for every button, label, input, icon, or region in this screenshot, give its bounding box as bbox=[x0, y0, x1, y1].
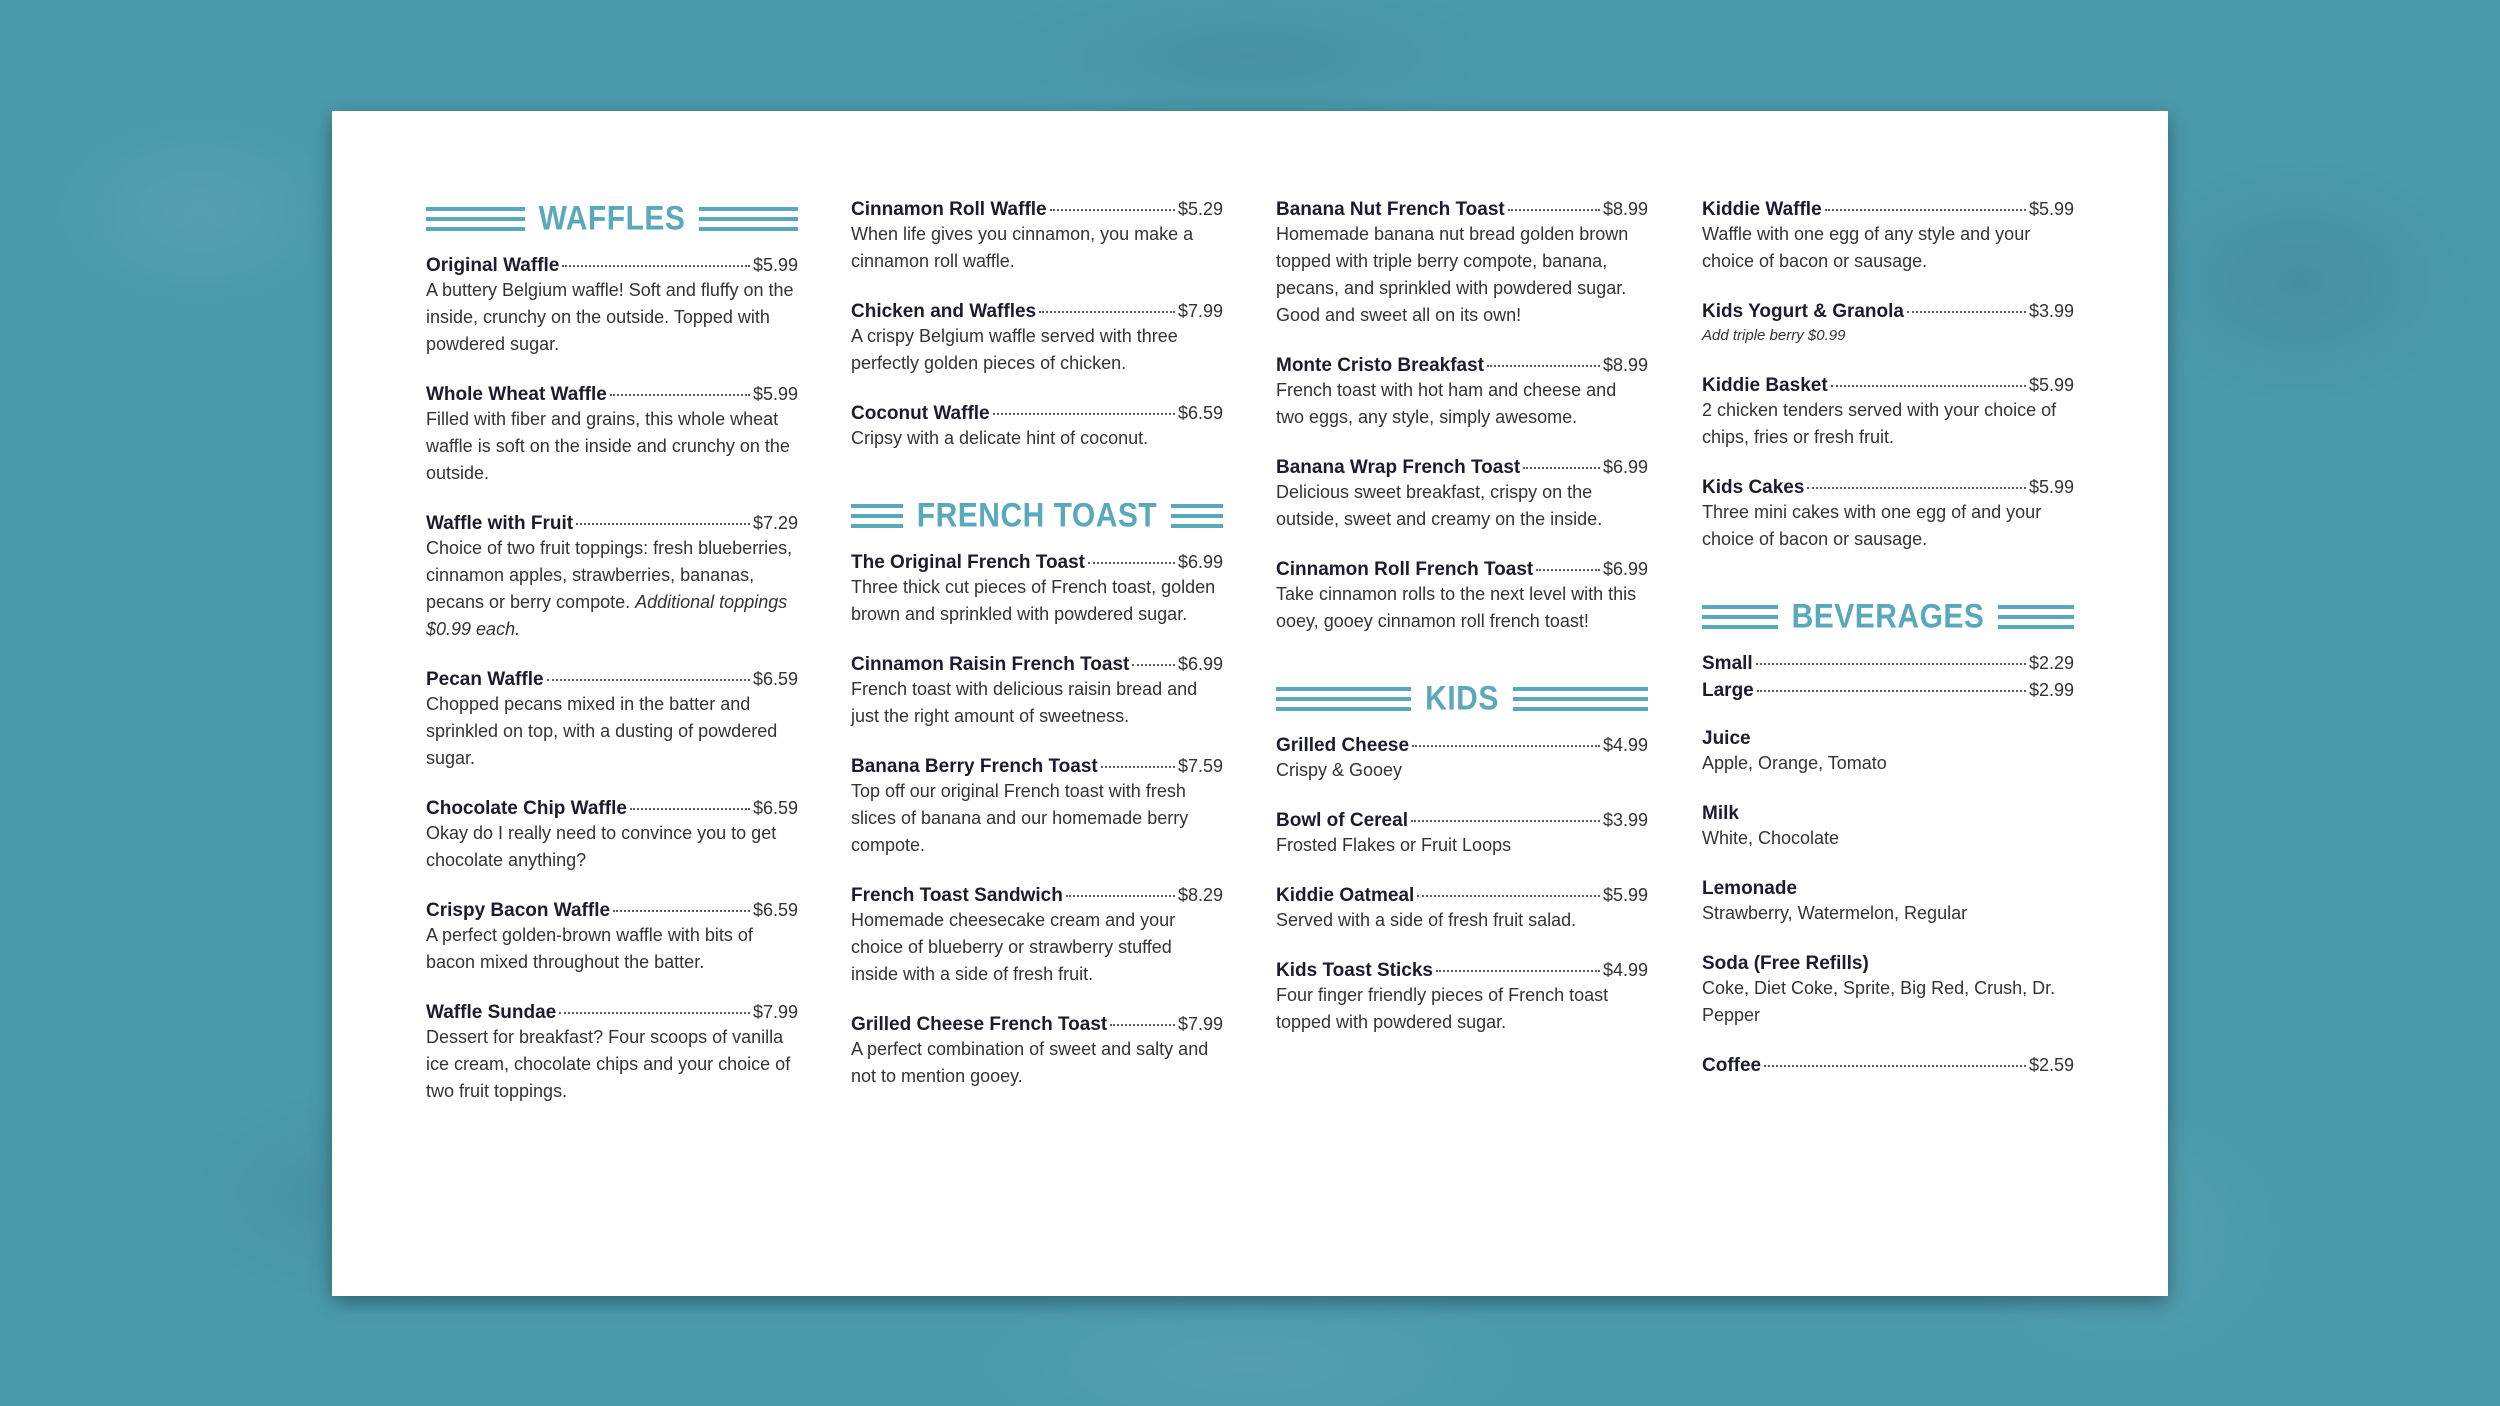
item-price: $6.59 bbox=[752, 900, 798, 920]
dot-leader bbox=[1417, 895, 1600, 897]
item-price: $2.29 bbox=[2028, 653, 2074, 673]
menu-item bbox=[851, 654, 1223, 730]
menu-item bbox=[426, 384, 798, 487]
item-price: $8.29 bbox=[1177, 885, 1223, 905]
item-name: Whole Wheat Waffle bbox=[426, 384, 607, 405]
item-price: $7.99 bbox=[752, 1002, 798, 1022]
item-name: Juice bbox=[1702, 728, 1751, 749]
menu-item bbox=[426, 513, 798, 643]
item-description: Take cinnamon rolls to the next level with this ooey, gooey cinnamon roll french toast! bbox=[1276, 584, 1637, 631]
item-description: French toast with hot ham and cheese and two eggs, any style, simply awesome. bbox=[1276, 380, 1617, 427]
dot-leader bbox=[1907, 311, 2026, 313]
item-price: $5.99 bbox=[752, 384, 798, 404]
header-stripes-right bbox=[699, 207, 798, 231]
item-name: Small bbox=[1702, 653, 1753, 674]
item-description bbox=[426, 535, 798, 643]
menu-item bbox=[1276, 199, 1648, 329]
item-price: $5.99 bbox=[752, 255, 798, 275]
menu-item bbox=[851, 1014, 1223, 1090]
menu-item bbox=[1702, 375, 2074, 451]
dot-leader bbox=[1831, 385, 2026, 387]
dot-leader bbox=[1066, 895, 1175, 897]
menu-sheet bbox=[332, 111, 2168, 1296]
dot-leader bbox=[1764, 1065, 2026, 1067]
menu-item bbox=[426, 255, 798, 358]
menu-item bbox=[1702, 199, 2074, 275]
item-price: $3.99 bbox=[2028, 301, 2074, 321]
item-price: $7.29 bbox=[752, 513, 798, 533]
menu-item bbox=[1702, 878, 2074, 927]
item-name: Monte Cristo Breakfast bbox=[1276, 355, 1484, 376]
item-description: Coke, Diet Coke, Sprite, Big Red, Crush, Dr. Pepper bbox=[1702, 978, 2056, 1025]
item-price: $6.99 bbox=[1602, 457, 1648, 477]
dot-leader bbox=[993, 413, 1175, 415]
header-stripes-right bbox=[1171, 504, 1223, 528]
item-price: $7.99 bbox=[1177, 301, 1223, 321]
dot-leader bbox=[1807, 487, 2026, 489]
item-name: Original Waffle bbox=[426, 255, 560, 276]
item-price: $2.99 bbox=[2028, 680, 2074, 700]
item-price: $5.99 bbox=[2028, 375, 2074, 395]
dot-leader bbox=[1110, 1024, 1175, 1026]
header-stripes-left bbox=[851, 504, 903, 528]
item-price: $6.99 bbox=[1177, 552, 1223, 572]
item-name: Cinnamon Roll French Toast bbox=[1276, 559, 1534, 580]
header-stripes-left bbox=[1702, 605, 1778, 629]
item-description-main: Choice of two fruit toppings: fresh blueberries, cinnamon apples, strawberries, bananas, pecans or berry compote. bbox=[426, 538, 793, 612]
item-price: $7.59 bbox=[1177, 756, 1223, 776]
item-price: $6.59 bbox=[752, 798, 798, 818]
item-name: Banana Nut French Toast bbox=[1276, 199, 1505, 220]
item-name: Lemonade bbox=[1702, 878, 1798, 899]
dot-leader bbox=[559, 1012, 750, 1014]
item-price: $8.99 bbox=[1602, 355, 1648, 375]
item-description: Delicious sweet breakfast, crispy on the outside, sweet and creamy on the inside. bbox=[1276, 482, 1603, 529]
item-name: Chocolate Chip Waffle bbox=[426, 798, 627, 819]
item-name: Coffee bbox=[1702, 1055, 1762, 1076]
dot-leader bbox=[610, 394, 750, 396]
item-description: White, Chocolate bbox=[1702, 828, 1840, 848]
item-price: $5.29 bbox=[1177, 199, 1223, 219]
item-description: Homemade cheesecake cream and your choice of blueberry or strawberry stuffed inside with a side of fresh fruit. bbox=[851, 910, 1176, 984]
item-description: A perfect golden-brown waffle with bits of bacon mixed throughout the batter. bbox=[426, 925, 753, 972]
item-description: Crispy & Gooey bbox=[1276, 760, 1403, 780]
dot-leader bbox=[1412, 745, 1600, 747]
menu-item bbox=[1702, 1055, 2074, 1077]
menu-item bbox=[851, 885, 1223, 988]
menu-item bbox=[1702, 653, 2074, 675]
dot-leader bbox=[1756, 663, 2026, 665]
dot-leader bbox=[547, 679, 750, 681]
item-description: Three mini cakes with one egg of and your choice of bacon or sausage. bbox=[1702, 502, 2042, 549]
menu-item bbox=[1276, 885, 1648, 934]
menu-column-3 bbox=[1276, 199, 1648, 1062]
section-title: FRENCH TOAST bbox=[916, 496, 1158, 535]
item-description: Chopped pecans mixed in the batter and sprinkled on top, with a dusting of powdered sugar. bbox=[426, 694, 778, 768]
item-price: $8.99 bbox=[1602, 199, 1648, 219]
item-price: $4.99 bbox=[1602, 960, 1648, 980]
header-stripes-right bbox=[1998, 605, 2074, 629]
dot-leader bbox=[1132, 664, 1175, 666]
item-description-extra: Additional toppings $0.99 each. bbox=[426, 592, 788, 639]
menu-item bbox=[426, 900, 798, 976]
menu-item bbox=[1702, 680, 2074, 702]
item-name: Cinnamon Raisin French Toast bbox=[851, 654, 1130, 675]
item-name: Cinnamon Roll Waffle bbox=[851, 199, 1047, 220]
item-price: $2.59 bbox=[2028, 1055, 2074, 1075]
menu-item bbox=[1276, 810, 1648, 859]
menu-item bbox=[1702, 953, 2074, 1029]
item-description: Filled with fiber and grains, this whole wheat waffle is soft on the inside and crunchy on the outside. bbox=[426, 409, 790, 483]
item-description: Okay do I really need to convince you to get chocolate anything? bbox=[426, 823, 777, 870]
dot-leader bbox=[1508, 209, 1600, 211]
item-name: French Toast Sandwich bbox=[851, 885, 1063, 906]
section-header-french-toast bbox=[851, 496, 1223, 536]
section-title: KIDS bbox=[1425, 679, 1499, 718]
item-name: Milk bbox=[1702, 803, 1739, 824]
section-header-waffles bbox=[426, 199, 798, 239]
item-name: Soda (Free Refills) bbox=[1702, 953, 1869, 974]
dot-leader bbox=[613, 910, 750, 912]
header-stripes-left bbox=[1276, 687, 1411, 711]
menu-item bbox=[1702, 803, 2074, 852]
item-name: Kiddie Basket bbox=[1702, 375, 1828, 396]
item-name: Bowl of Cereal bbox=[1276, 810, 1408, 831]
item-price: $3.99 bbox=[1602, 810, 1648, 830]
menu-column-4 bbox=[1702, 199, 2074, 1103]
item-name: Banana Wrap French Toast bbox=[1276, 457, 1521, 478]
item-name: Banana Berry French Toast bbox=[851, 756, 1098, 777]
item-note: Add triple berry $0.99 bbox=[1702, 327, 1846, 344]
dot-leader bbox=[1757, 690, 2026, 692]
item-price: $5.99 bbox=[2028, 199, 2074, 219]
menu-item bbox=[851, 199, 1223, 275]
menu-item bbox=[1276, 355, 1648, 431]
item-description: Top off our original French toast with fresh slices of banana and our homemade berry compote. bbox=[851, 781, 1189, 855]
item-price: $6.99 bbox=[1177, 654, 1223, 674]
dot-leader bbox=[1487, 365, 1600, 367]
item-price: $6.59 bbox=[1177, 403, 1223, 423]
dot-leader bbox=[1536, 569, 1600, 571]
item-description: Three thick cut pieces of French toast, golden brown and sprinkled with powdered sugar. bbox=[851, 577, 1216, 624]
menu-item bbox=[851, 301, 1223, 377]
item-description: 2 chicken tenders served with your choice of chips, fries or fresh fruit. bbox=[1702, 400, 2057, 447]
item-description: Four finger friendly pieces of French toast topped with powdered sugar. bbox=[1276, 985, 1609, 1032]
menu-item bbox=[851, 756, 1223, 859]
section-title: WAFFLES bbox=[538, 199, 686, 238]
item-name: Pecan Waffle bbox=[426, 669, 544, 690]
item-description: Frosted Flakes or Fruit Loops bbox=[1276, 835, 1512, 855]
item-description: Dessert for breakfast? Four scoops of vanilla ice cream, chocolate chips and your choice of two fruit toppings. bbox=[426, 1027, 791, 1101]
header-stripes-right bbox=[1513, 687, 1648, 711]
item-name: Waffle Sundae bbox=[426, 1002, 557, 1023]
item-description: When life gives you cinnamon, you make a cinnamon roll waffle. bbox=[851, 224, 1194, 271]
item-description: French toast with delicious raisin bread and just the right amount of sweetness. bbox=[851, 679, 1198, 726]
item-name: The Original French Toast bbox=[851, 552, 1086, 573]
dot-leader bbox=[1523, 467, 1600, 469]
dot-leader bbox=[1088, 562, 1175, 564]
menu-item bbox=[851, 552, 1223, 628]
item-description: A crispy Belgium waffle served with three perfectly golden pieces of chicken. bbox=[851, 326, 1178, 373]
menu-item bbox=[426, 798, 798, 874]
item-description: Waffle with one egg of any style and your choice of bacon or sausage. bbox=[1702, 224, 2031, 271]
dot-leader bbox=[1050, 209, 1175, 211]
section-title: BEVERAGES bbox=[1791, 597, 1985, 636]
item-name: Kiddie Oatmeal bbox=[1276, 885, 1415, 906]
section-header-beverages bbox=[1702, 597, 2074, 637]
item-name: Kids Cakes bbox=[1702, 477, 1805, 498]
item-name: Grilled Cheese French Toast bbox=[851, 1014, 1108, 1035]
dot-leader bbox=[1039, 311, 1175, 313]
menu-item bbox=[1276, 559, 1648, 635]
menu-item bbox=[1276, 960, 1648, 1036]
item-name: Kids Toast Sticks bbox=[1276, 960, 1433, 981]
item-price: $4.99 bbox=[1602, 735, 1648, 755]
item-name: Kids Yogurt & Granola bbox=[1702, 301, 1904, 322]
menu-column-2 bbox=[851, 199, 1223, 1116]
menu-item bbox=[851, 403, 1223, 452]
menu-item bbox=[1276, 735, 1648, 784]
item-name: Coconut Waffle bbox=[851, 403, 990, 424]
dot-leader bbox=[1825, 209, 2026, 211]
item-description: Served with a side of fresh fruit salad. bbox=[1276, 910, 1577, 930]
item-name: Chicken and Waffles bbox=[851, 301, 1037, 322]
item-description: Strawberry, Watermelon, Regular bbox=[1702, 903, 1968, 923]
item-price: $7.99 bbox=[1177, 1014, 1223, 1034]
dot-leader bbox=[630, 808, 750, 810]
item-description: Homemade banana nut bread golden brown topped with triple berry compote, banana, pecans, and sprinkled with powdered sugar. Good and sweet all on its own! bbox=[1276, 224, 1629, 325]
dot-leader bbox=[562, 265, 750, 267]
item-name: Crispy Bacon Waffle bbox=[426, 900, 611, 921]
item-price: $6.99 bbox=[1602, 559, 1648, 579]
item-name: Grilled Cheese bbox=[1276, 735, 1410, 756]
menu-item bbox=[1702, 301, 2074, 349]
item-name: Large bbox=[1702, 680, 1754, 701]
item-description: Apple, Orange, Tomato bbox=[1702, 753, 1887, 773]
item-price: $6.59 bbox=[752, 669, 798, 689]
menu-item bbox=[426, 669, 798, 772]
dot-leader bbox=[576, 523, 750, 525]
dot-leader bbox=[1101, 766, 1175, 768]
menu-item bbox=[1276, 457, 1648, 533]
item-description: A buttery Belgium waffle! Soft and fluffy on the inside, crunchy on the outside. Topped with powdered sugar. bbox=[426, 280, 794, 354]
dot-leader bbox=[1411, 820, 1600, 822]
item-name: Waffle with Fruit bbox=[426, 513, 574, 534]
menu-item bbox=[426, 1002, 798, 1105]
section-header-kids bbox=[1276, 679, 1648, 719]
header-stripes-left bbox=[426, 207, 525, 231]
item-price: $5.99 bbox=[2028, 477, 2074, 497]
item-name: Kiddie Waffle bbox=[1702, 199, 1822, 220]
item-description: Cripsy with a delicate hint of coconut. bbox=[851, 428, 1149, 448]
dot-leader bbox=[1436, 970, 1600, 972]
menu-item bbox=[1702, 728, 2074, 777]
item-price: $5.99 bbox=[1602, 885, 1648, 905]
item-description: A perfect combination of sweet and salty and not to mention gooey. bbox=[851, 1039, 1209, 1086]
menu-item bbox=[1702, 477, 2074, 553]
menu-column-1 bbox=[426, 199, 798, 1131]
